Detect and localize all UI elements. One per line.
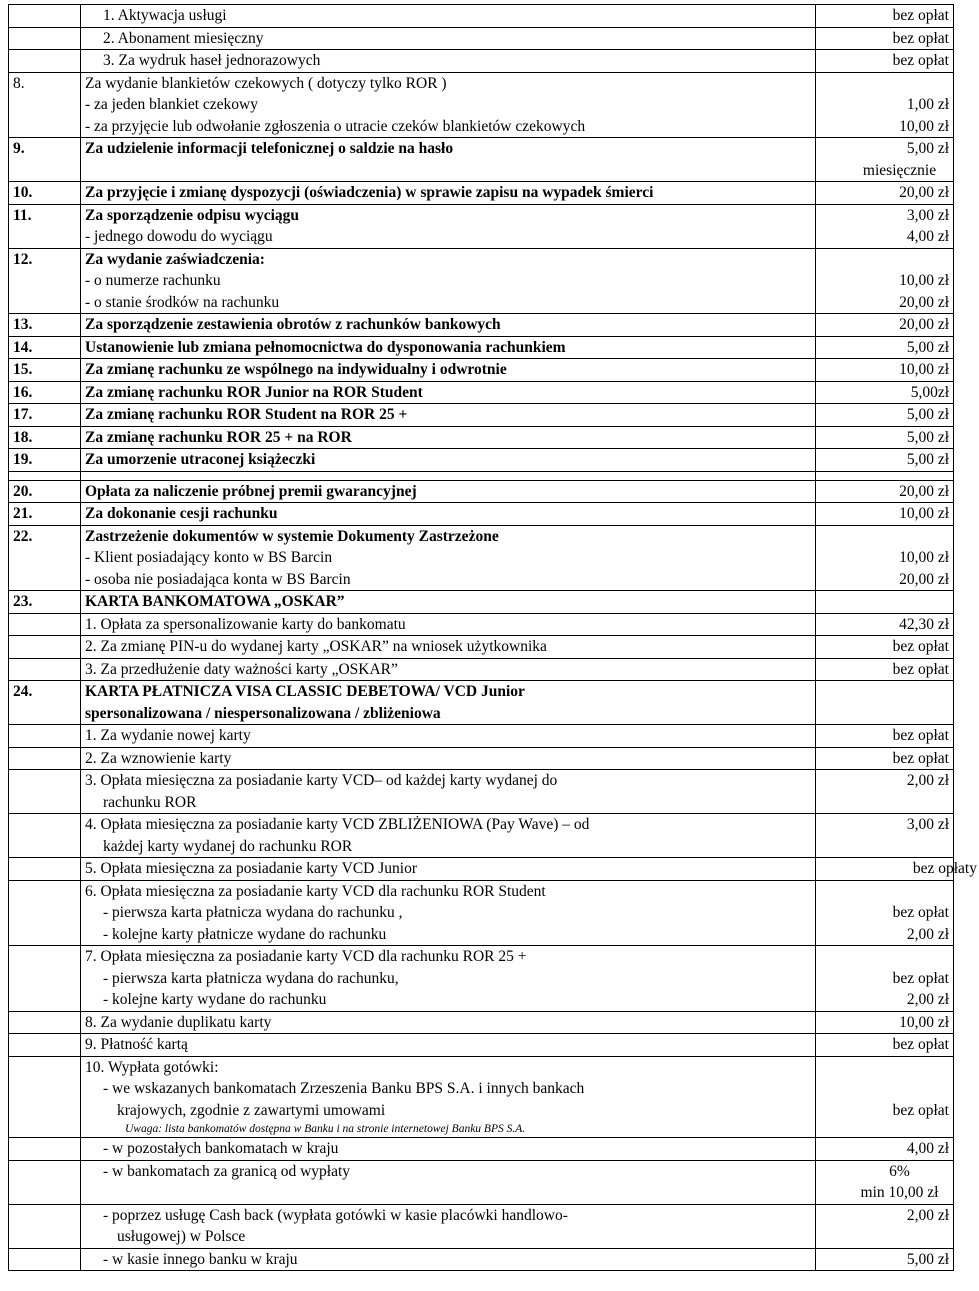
table-row bbox=[9, 204, 954, 248]
row-description: Za umorzenie utraconej książeczki bbox=[81, 449, 816, 472]
row-fee: bez opłat bbox=[816, 636, 954, 659]
table-row bbox=[9, 449, 954, 472]
atm-list-note: Uwaga: lista bankomatów dostępna w Banku i na stronie internetowej Banku BPS S.A. bbox=[125, 1123, 526, 1135]
row-fee: bez opłat bbox=[816, 1056, 954, 1138]
table-row bbox=[9, 248, 954, 314]
row-fee: bez opłat bbox=[816, 725, 954, 748]
row-description: 9. Płatność kartą bbox=[81, 1034, 816, 1057]
row-description: 1. Aktywacja usługi bbox=[81, 5, 816, 28]
row-fee: 5,00 zł miesięcznie bbox=[816, 138, 954, 182]
row-fee bbox=[816, 591, 954, 614]
table-row bbox=[9, 814, 954, 858]
row-fee: 10,00 zł bbox=[816, 503, 954, 526]
fee-table bbox=[8, 4, 977, 1271]
table-row bbox=[9, 747, 954, 770]
row-number: 20. bbox=[9, 480, 81, 503]
row-fee: 4,00 zł bbox=[816, 1138, 954, 1161]
row-description: KARTA PŁATNICZA VISA CLASSIC DEBETOWA/ VCD Junior spersonalizowana / niespersonalizowana / zbliżeniowa bbox=[81, 681, 816, 725]
row-description: 1. Opłata za spersonalizowanie karty do bankomatu bbox=[81, 613, 816, 636]
row-fee: 10,00 zł bbox=[816, 359, 954, 382]
table-row bbox=[9, 503, 954, 526]
row-number bbox=[9, 27, 81, 50]
table-row bbox=[9, 381, 954, 404]
row-description: - poprzez usługę Cash back (wypłata gotówki w kasie placówki handlowo- usługowej) w Polsce bbox=[81, 1204, 816, 1248]
row-fee: 5,00 zł bbox=[816, 336, 954, 359]
row-description: 3. Za przedłużenie daty ważności karty „OSKAR” bbox=[81, 658, 816, 681]
row-fee: bez opłat bbox=[816, 50, 954, 73]
table-row bbox=[9, 404, 954, 427]
row-description: 3. Opłata miesięczna za posiadanie karty VCD– od każdej karty wydanej do rachunku ROR bbox=[81, 770, 816, 814]
row-description: Za przyjęcie i zmianę dyspozycji (oświadczenia) w sprawie zapisu na wypadek śmierci bbox=[81, 182, 816, 205]
row-number bbox=[9, 636, 81, 659]
row-description: Opłata za naliczenie próbnej premii gwarancyjnej bbox=[81, 480, 816, 503]
table-row bbox=[9, 858, 954, 881]
row-number bbox=[9, 1248, 81, 1271]
row-fee: 2,00 zł bbox=[816, 770, 954, 814]
table-spacer-row bbox=[9, 471, 954, 480]
row-description: 2. Za wznowienie karty bbox=[81, 747, 816, 770]
row-number: 19. bbox=[9, 449, 81, 472]
row-number bbox=[9, 1204, 81, 1248]
row-number bbox=[9, 1160, 81, 1204]
table-row bbox=[9, 336, 954, 359]
row-description: - w kasie innego banku w kraju bbox=[81, 1248, 816, 1271]
row-number bbox=[9, 814, 81, 858]
row-number: 16. bbox=[9, 381, 81, 404]
table-row bbox=[9, 480, 954, 503]
row-description: 1. Za wydanie nowej karty bbox=[81, 725, 816, 748]
row-number: 13. bbox=[9, 314, 81, 337]
row-fee: 20,00 zł bbox=[816, 182, 954, 205]
row-number bbox=[9, 747, 81, 770]
table-row bbox=[9, 1138, 954, 1161]
table-row bbox=[9, 359, 954, 382]
table-row bbox=[9, 613, 954, 636]
row-description: - w bankomatach za granicą od wypłaty bbox=[81, 1160, 816, 1204]
table-row bbox=[9, 880, 954, 946]
table-row bbox=[9, 182, 954, 205]
row-number: 10. bbox=[9, 182, 81, 205]
row-fee: 20,00 zł bbox=[816, 314, 954, 337]
row-fee: bez opłat bbox=[816, 658, 954, 681]
row-description: - w pozostałych bankomatach w kraju bbox=[81, 1138, 816, 1161]
row-description: Za zmianę rachunku ROR 25 + na ROR bbox=[81, 426, 816, 449]
row-number: 24. bbox=[9, 681, 81, 725]
row-number bbox=[9, 5, 81, 28]
row-fee: bez opłaty bbox=[816, 858, 954, 881]
table-row bbox=[9, 1034, 954, 1057]
row-fee: 1,00 zł 10,00 zł bbox=[816, 72, 954, 138]
row-description: 5. Opłata miesięczna za posiadanie karty VCD Junior bbox=[81, 858, 816, 881]
table-row bbox=[9, 636, 954, 659]
row-fee: bez opłat 2,00 zł bbox=[816, 880, 954, 946]
row-number: 18. bbox=[9, 426, 81, 449]
table-row bbox=[9, 1056, 954, 1138]
row-number: 8. bbox=[9, 72, 81, 138]
table-row bbox=[9, 1011, 954, 1034]
row-description: Za wydanie zaświadczenia: - o numerze rachunku - o stanie środków na rachunku bbox=[81, 248, 816, 314]
table-row bbox=[9, 1160, 954, 1204]
row-fee: 5,00 zł bbox=[816, 449, 954, 472]
row-fee: bez opłat bbox=[816, 747, 954, 770]
row-number bbox=[9, 770, 81, 814]
row-number bbox=[9, 1011, 81, 1034]
row-number: 12. bbox=[9, 248, 81, 314]
row-description: Za wydanie blankietów czekowych ( dotyczy tylko ROR ) - za jeden blankiet czekowy - za przyjęcie lub odwołanie zgłoszenia o utracie czeków blankietów czekowych bbox=[81, 72, 816, 138]
row-fee: 5,00zł bbox=[816, 381, 954, 404]
row-fee: 10,00 zł bbox=[816, 1011, 954, 1034]
row-number: 21. bbox=[9, 503, 81, 526]
row-description: 7. Opłata miesięczna za posiadanie karty VCD dla rachunku ROR 25 + - pierwsza karta płatnicza wydana do rachunku, - kolejne karty wydane do rachunku bbox=[81, 946, 816, 1012]
row-fee: 10,00 zł 20,00 zł bbox=[816, 525, 954, 591]
row-number: 17. bbox=[9, 404, 81, 427]
row-description: 3. Za wydruk haseł jednorazowych bbox=[81, 50, 816, 73]
row-fee: bez opłat bbox=[816, 27, 954, 50]
table-row bbox=[9, 725, 954, 748]
row-number: 9. bbox=[9, 138, 81, 182]
row-fee: bez opłat 2,00 zł bbox=[816, 946, 954, 1012]
table-row bbox=[9, 658, 954, 681]
row-number: 22. bbox=[9, 525, 81, 591]
row-description: 4. Opłata miesięczna za posiadanie karty VCD ZBLIŻENIOWA (Pay Wave) – od każdej karty wydanej do rachunku ROR bbox=[81, 814, 816, 858]
table-row bbox=[9, 426, 954, 449]
table-row bbox=[9, 72, 954, 138]
table-row bbox=[9, 1248, 954, 1271]
row-description: Za zmianę rachunku ROR Student na ROR 25 + bbox=[81, 404, 816, 427]
row-fee: bez opłat bbox=[816, 5, 954, 28]
row-description: Za sporządzenie odpisu wyciągu - jednego dowodu do wyciągu bbox=[81, 204, 816, 248]
row-number bbox=[9, 946, 81, 1012]
row-description: Za dokonanie cesji rachunku bbox=[81, 503, 816, 526]
row-description: 8. Za wydanie duplikatu karty bbox=[81, 1011, 816, 1034]
row-description: 2. Abonament miesięczny bbox=[81, 27, 816, 50]
table-row bbox=[9, 138, 954, 182]
table-row bbox=[9, 525, 954, 591]
row-fee: 6% min 10,00 zł bbox=[816, 1160, 954, 1204]
row-description: Za zmianę rachunku ROR Junior na ROR Student bbox=[81, 381, 816, 404]
table-row bbox=[9, 5, 954, 28]
row-fee: bez opłat bbox=[816, 1034, 954, 1057]
row-number bbox=[9, 1056, 81, 1138]
row-number bbox=[9, 1034, 81, 1057]
row-fee: 5,00 zł bbox=[816, 1248, 954, 1271]
row-description: KARTA BANKOMATOWA „OSKAR” bbox=[81, 591, 816, 614]
row-number bbox=[9, 880, 81, 946]
row-fee: 10,00 zł 20,00 zł bbox=[816, 248, 954, 314]
row-description: Za sporządzenie zestawienia obrotów z rachunków bankowych bbox=[81, 314, 816, 337]
table-row bbox=[9, 1204, 954, 1248]
row-number: 15. bbox=[9, 359, 81, 382]
row-number: 23. bbox=[9, 591, 81, 614]
table-row bbox=[9, 946, 954, 1012]
row-fee: 2,00 zł bbox=[816, 1204, 954, 1248]
table-row bbox=[9, 27, 954, 50]
table-row bbox=[9, 314, 954, 337]
row-number: 14. bbox=[9, 336, 81, 359]
row-fee bbox=[816, 681, 954, 725]
row-fee: 5,00 zł bbox=[816, 426, 954, 449]
row-fee: 3,00 zł 4,00 zł bbox=[816, 204, 954, 248]
row-description: Za udzielenie informacji telefonicznej o saldzie na hasło bbox=[81, 138, 816, 182]
row-description: Za zmianę rachunku ze wspólnego na indywidualny i odwrotnie bbox=[81, 359, 816, 382]
row-fee: 5,00 zł bbox=[816, 404, 954, 427]
row-description: 6. Opłata miesięczna za posiadanie karty VCD dla rachunku ROR Student - pierwsza karta płatnicza wydana do rachunku , - kolejne karty płatnicze wydane do rachunku bbox=[81, 880, 816, 946]
row-fee: 20,00 zł bbox=[816, 480, 954, 503]
table-row bbox=[9, 770, 954, 814]
table-row bbox=[9, 681, 954, 725]
table-row bbox=[9, 50, 954, 73]
row-fee: 3,00 zł bbox=[816, 814, 954, 858]
row-fee: 42,30 zł bbox=[816, 613, 954, 636]
row-number bbox=[9, 613, 81, 636]
row-number bbox=[9, 50, 81, 73]
table-row bbox=[9, 591, 954, 614]
row-number bbox=[9, 725, 81, 748]
row-number bbox=[9, 1138, 81, 1161]
row-number bbox=[9, 858, 81, 881]
row-description: Ustanowienie lub zmiana pełnomocnictwa do dysponowania rachunkiem bbox=[81, 336, 816, 359]
row-number bbox=[9, 658, 81, 681]
row-description: Zastrzeżenie dokumentów w systemie Dokumenty Zastrzeżone - Klient posiadający konto w BS Barcin - osoba nie posiadająca konta w BS Barcin bbox=[81, 525, 816, 591]
row-description: 2. Za zmianę PIN-u do wydanej karty „OSKAR” na wniosek użytkownika bbox=[81, 636, 816, 659]
row-description: 10. Wypłata gotówki: - we wskazanych bankomatach Zrzeszenia Banku BPS S.A. i innych bankach krajowych, zgodnie z zawartymi umowami Uwaga: lista bankomatów dostępna w Banku i na stronie internetowej Banku BPS S.A. bbox=[81, 1056, 816, 1138]
row-number: 11. bbox=[9, 204, 81, 248]
